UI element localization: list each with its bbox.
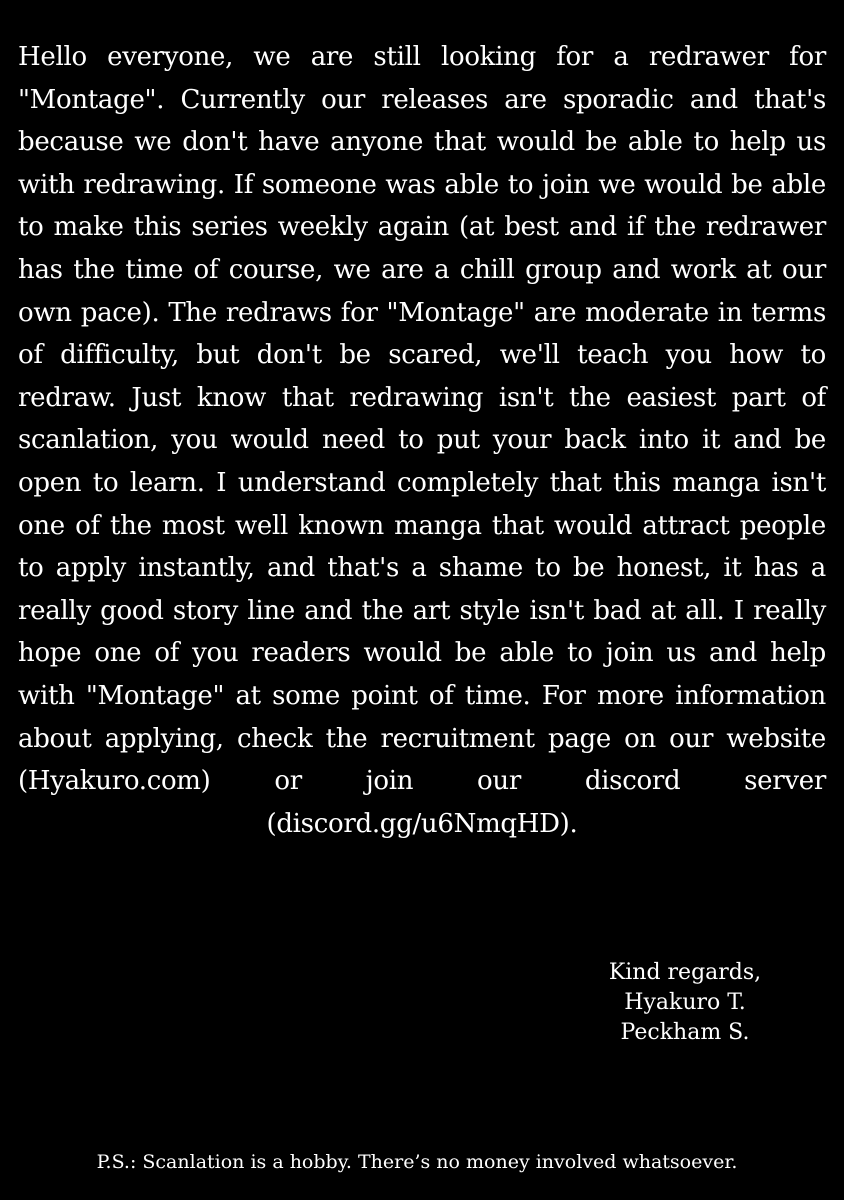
closing-line: Kind regards,	[608, 960, 762, 985]
signatory-name: Hyakuro T.	[624, 990, 746, 1015]
ps-footnote: P.S.: Scanlation is a hobby. There’s no money involved whatsoever.	[96, 1151, 738, 1173]
signatory-name: Peckham S.	[620, 1020, 750, 1045]
letter-body: Hello everyone, we are still looking for a redrawer for "Montage". Currently our releases are sporadic and that's because we don't have anyone that would be able to help us with redrawing. If someone was able to join we would be able to make this series weekly again (at best and if the redrawer has the time of course, we are a chill group and work at our own pace). The redraws for "Montage" are moderate in terms of difficulty, but don't be scared, we'll teach you how to redraw. Just know that redrawing isn't the easiest part of scanlation, you would need to put your back into it and be open to learn. I understand completely that this manga isn't one of the most well known manga that would attract people to apply instantly, and that's a shame to be honest, it has a really good story line and the art style isn't bad at all. I really hope one of you readers would be able to join us and help with "Montage" at some point of time. For more information about applying, check the recruitment page on our website (Hyakuro.com) or join our discord server (discord.gg/u6NmqHD).	[18, 42, 826, 839]
signature-block	[560, 958, 810, 1048]
